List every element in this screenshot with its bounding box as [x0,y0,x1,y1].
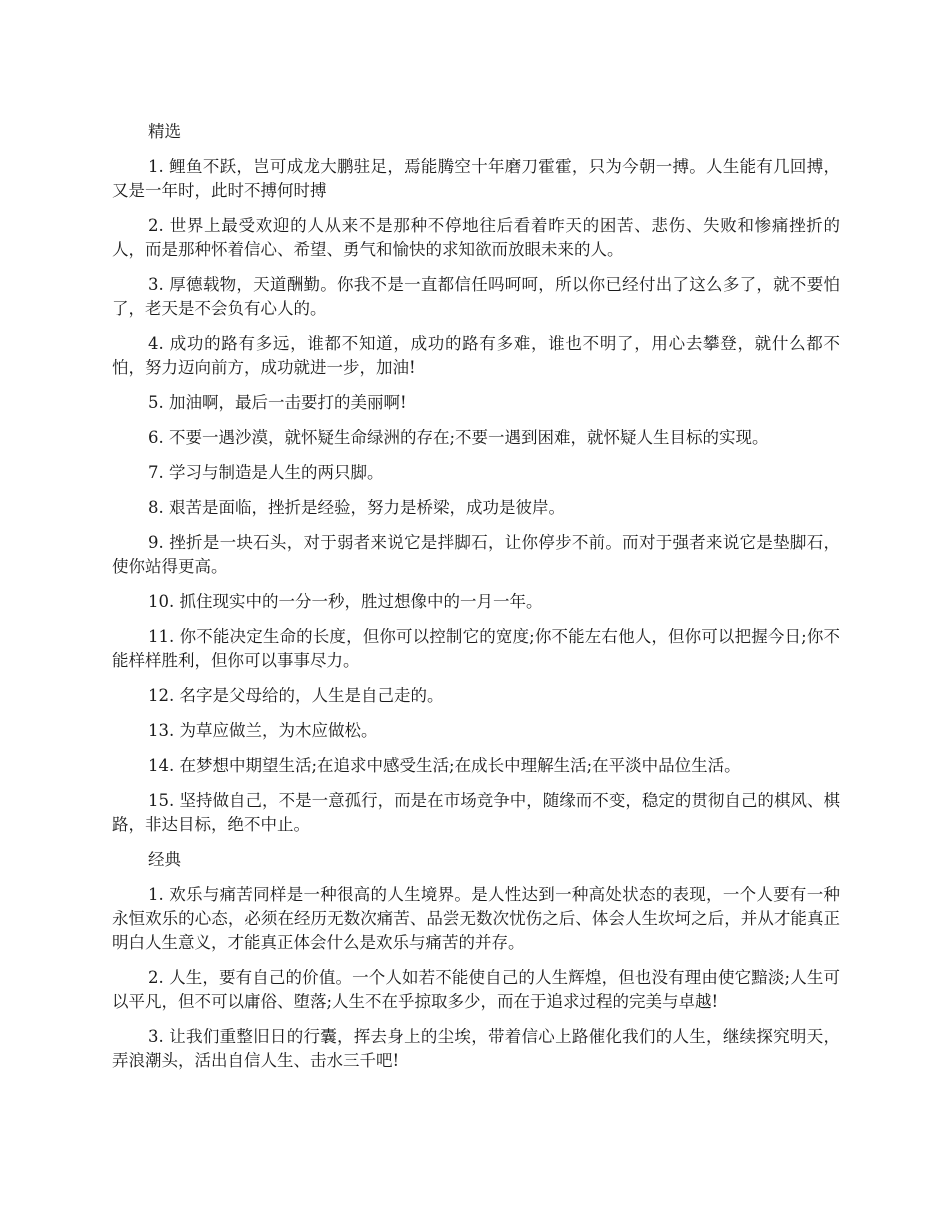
section-featured [112,120,840,837]
paragraph: 13. 为草应做兰，为木应做松。 [148,721,378,740]
paragraph: 15. 坚持做自己，不是一意孤行，而是在市场竞争中，随缘而不变，稳定的贯彻自己的棋风、棋路，非达目标，绝不中止。 [112,791,840,834]
section-heading: 经典 [148,850,181,869]
paragraph: 1. 鲤鱼不跃，岂可成龙大鹏驻足，焉能腾空十年磨刀霍霍，只为今朝一搏。人生能有几回搏，又是一年时，此时不搏何时搏 [112,157,840,200]
paragraph: 2. 世界上最受欢迎的人从来不是那种不停地往后看着昨天的困苦、悲伤、失败和惨痛挫折的人，而是那种怀着信心、希望、勇气和愉快的求知欲而放眼未来的人。 [112,216,840,259]
section-classic [112,848,840,1073]
paragraph: 3. 厚德载物，天道酬勤。你我不是一直都信任吗呵呵，所以你已经付出了这么多了，就不要怕了，老天是不会负有心人的。 [112,275,840,318]
paragraph: 3. 让我们重整旧日的行囊，挥去身上的尘埃，带着信心上路催化我们的人生，继续探究明天，弄浪潮头，活出自信人生、击水三千吧! [112,1027,840,1070]
paragraph: 7. 学习与制造是人生的两只脚。 [148,463,384,482]
paragraph: 9. 挫折是一块石头，对于弱者来说它是拌脚石，让你停步不前。而对于强者来说它是垫脚石，使你站得更高。 [112,533,840,576]
paragraph: 10. 抓住现实中的一分一秒，胜过想像中的一月一年。 [148,592,543,611]
paragraph: 4. 成功的路有多远，谁都不知道，成功的路有多难，谁也不明了，用心去攀登，就什么都不怕，努力迈向前方，成功就进一步，加油! [112,334,840,377]
section-heading: 精选 [148,122,181,141]
document-body [112,120,840,1084]
paragraph: 2. 人生，要有自己的价值。一个人如若不能使自己的人生辉煌，但也没有理由使它黯淡;人生可以平凡，但不可以庸俗、堕落;人生不在乎掠取多少，而在于追求过程的完美与卓越! [112,968,840,1011]
paragraph: 8. 艰苦是面临，挫折是经验，努力是桥梁，成功是彼岸。 [148,498,565,517]
paragraph: 1. 欢乐与痛苦同样是一种很高的人生境界。是人性达到一种高处状态的表现，一个人要有一种永恒欢乐的心态，必须在经历无数次痛苦、品尝无数次忧伤之后、体会人生坎坷之后，并从才能真正明白人生意义，才能真正体会什么是欢乐与痛苦的并存。 [112,885,840,952]
paragraph: 12. 名字是父母给的，人生是自己走的。 [148,686,444,705]
paragraph: 14. 在梦想中期望生活;在追求中感受生活;在成长中理解生活;在平淡中品位生活。 [148,756,741,775]
paragraph: 11. 你不能决定生命的长度，但你可以控制它的宽度;你不能左右他人，但你可以把握今日;你不能样样胜利，但你可以事事尽力。 [112,627,840,670]
paragraph: 5. 加油啊，最后一击要打的美丽啊! [148,393,407,412]
paragraph: 6. 不要一遇沙漠，就怀疑生命绿洲的存在;不要一遇到困难，就怀疑人生目标的实现。 [148,428,769,447]
